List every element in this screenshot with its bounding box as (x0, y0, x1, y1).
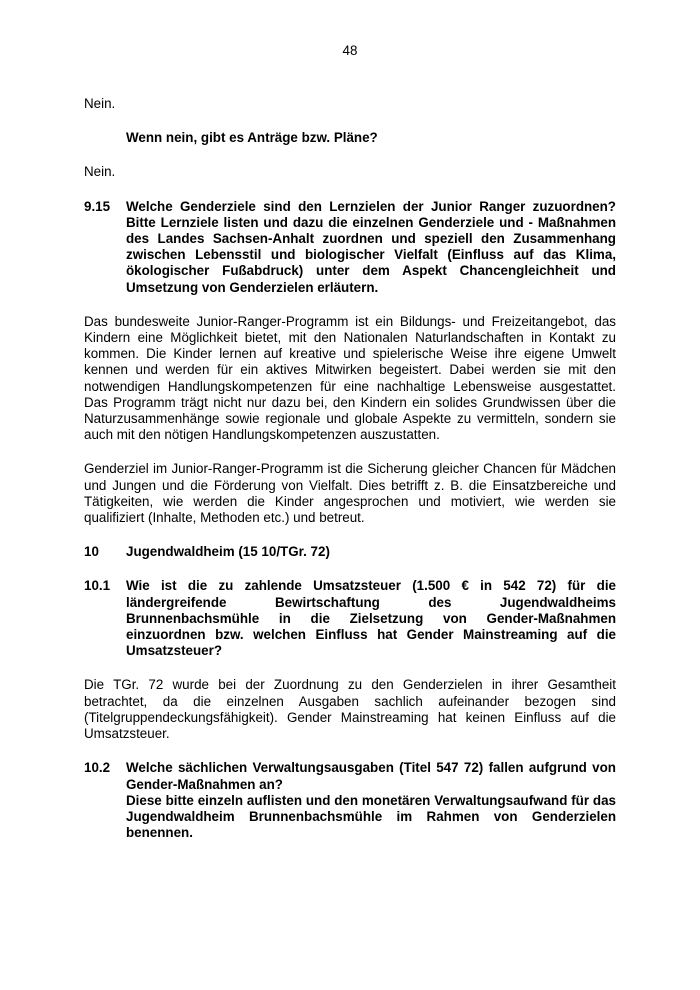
question-10-2 (84, 760, 616, 841)
subquestion-text: Wenn nein, gibt es Anträge bzw. Pläne? (126, 130, 378, 146)
section-title: Jugendwaldheim (15 10/TGr. 72) (126, 544, 330, 560)
answer-text: Nein. (84, 96, 116, 111)
section-number: 10 (84, 544, 99, 560)
question-number: 9.15 (84, 198, 111, 214)
answer-paragraph: Das bundesweite Junior-Ranger-Programm ist ein Bildungs- und Freizeitangebot, das Kindern eine Möglichkeit bietet, mit den Nationalen Naturlandschaften in Kontakt zu kommen. Die Kinder lernen auf kreative und spielerische Weise ihre eigene Umwelt kennen und werden für ein aktives Mitwirken begeistert. Dabei werden sie mit den notwendigen Handlungskompetenzen für eine nachhaltige Lebensweise ausgestattet. Das Programm trägt nicht nur dazu bei, den Kindern ein solides Grundwissen über die Naturzusammenhänge sowie regionale und globale Aspekte zu vermitteln, sondern sie auch mit den nötigen Handlungskompetenzen auszustatten. (84, 313, 616, 443)
question-9-15 (84, 199, 616, 296)
answer-paragraph: Die TGr. 72 wurde bei der Zuordnung zu den Genderzielen in ihrer Gesamtheit betrachtet, da die einzelnen Ausgaben sachlich aufeinander bezogen sind (Titelgruppendeckungsfähigkeit). Gender Mainstreaming hat keinen Einfluss auf die Umsatzsteuer. (84, 677, 616, 742)
question-text-part2: Diese bitte einzeln auflisten und den monetären Verwaltungsaufwand für das Jugendwaldheim Brunnenbachsmühle im Rahmen von Genderzielen benennen. (126, 792, 616, 841)
page-number: 48 (342, 43, 358, 58)
question-text: Welche Genderziele sind den Lernzielen der Junior Ranger zuzuordnen? Bitte Lernziele listen und dazu die einzelnen Genderziele und - Maßnahmen des Landes Sachsen-Anhalt zuordnen und speziell den Zusammenhang zwischen Lebensstil und biologischer Vielfalt (Einfluss auf das Klima, ökologischer Fußabdruck) unter dem Aspekt Chancengleichheit und Umsetzung von Genderzielen erläutern. (126, 198, 616, 295)
question-text (126, 760, 616, 841)
question-10-1 (84, 578, 616, 659)
question-number: 10.1 (84, 578, 111, 594)
answer-text: Nein. (84, 164, 116, 180)
answer-paragraph: Genderziel im Junior-Ranger-Programm ist die Sicherung gleicher Chancen für Mädchen und Jungen und die Förderung von Vielfalt. Dies betrifft z. B. die Einsatzbereiche und Tätigkeiten, wie werden die Kinder angesprochen und motiviert, wie werden sie qualifiziert (Inhalte, Methoden etc.) und betreut. (84, 461, 616, 526)
question-text: Wie ist die zu zahlende Umsatzsteuer (1.500 € in 542 72) für die ländergreifende Bewirtschaftung des Jugendwaldheims Brunnenbachsmühle in die Zielsetzung von Gender-Maßnahmen einzuordnen bzw. welchen Einfluss hat Gender Mainstreaming auf die Umsatzsteuer? (126, 578, 616, 659)
question-text-part1: Welche sächlichen Verwaltungsausgaben (Titel 547 72) fallen aufgrund von Gender-Maßnahmen an? (126, 760, 616, 792)
section-heading-10 (84, 544, 616, 560)
document-body (84, 96, 616, 841)
question-number: 10.2 (84, 760, 111, 776)
